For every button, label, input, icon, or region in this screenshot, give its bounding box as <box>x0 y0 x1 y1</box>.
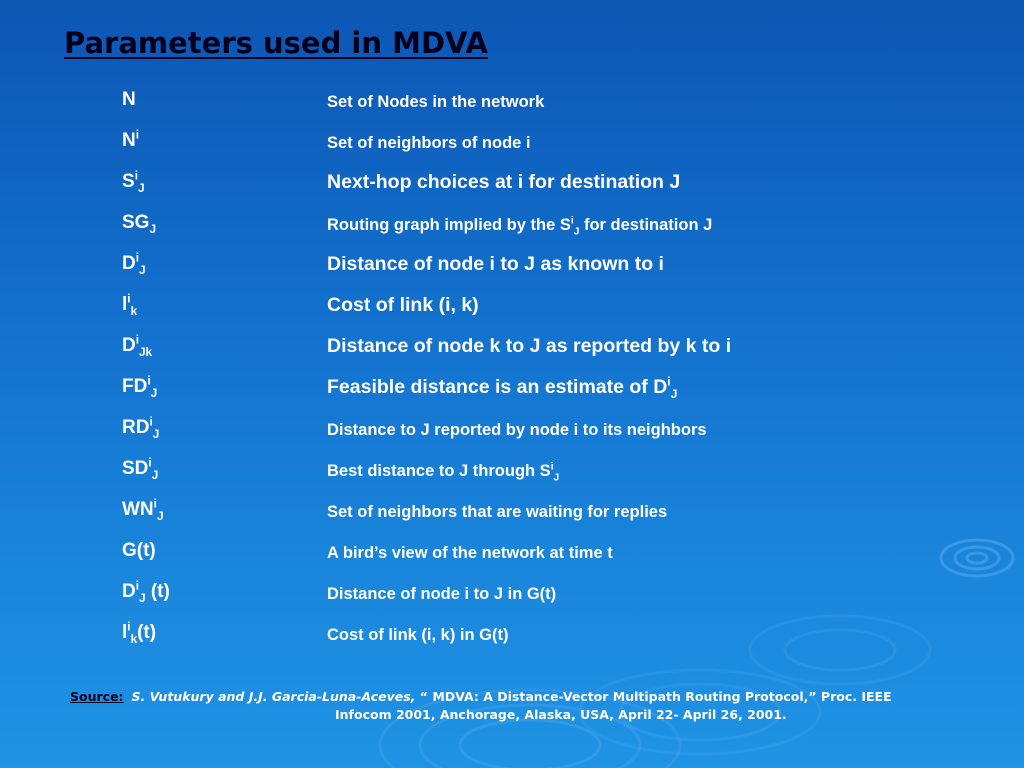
param-symbol: $D^i_{Jk}$ <box>122 333 153 359</box>
param-description: Cost of link (i, k) <box>327 294 479 316</box>
param-symbol: G(t) <box>122 540 156 561</box>
source-authors: S. Vutukury and J.J. Garcia-Luna-Aceves, <box>131 689 416 704</box>
param-row <box>0 129 1024 170</box>
param-symbol: $FD^i_J$ <box>122 374 158 400</box>
param-row <box>0 580 1024 621</box>
param-symbol: $RD^i_J$ <box>122 415 160 441</box>
param-symbol: $SG_J$ <box>122 212 156 236</box>
param-symbol: $D^i_J$ <box>122 251 146 277</box>
param-description: Set of neighbors of node i <box>327 134 531 152</box>
param-symbol: $l^i_k(t)$ <box>122 620 157 646</box>
param-description: Routing graph implied by the $S^i_J$ for destination J <box>327 215 713 238</box>
param-row <box>0 88 1024 129</box>
param-row <box>0 539 1024 580</box>
source-line-1 <box>70 688 930 706</box>
param-row <box>0 211 1024 252</box>
source-citation <box>70 688 930 724</box>
param-description: Best distance to J through $S^i_J$ <box>327 461 560 484</box>
param-symbol: $S^i_J$ <box>122 169 145 195</box>
param-symbol: $l^i_k$ <box>122 292 138 318</box>
param-description: Set of Nodes in the network <box>327 93 545 111</box>
param-description: Next-hop choices at i for destination J <box>327 171 681 193</box>
param-description: Feasible distance is an estimate of $D^i_J$ <box>327 374 678 401</box>
slide-title: Parameters used in MDVA <box>64 26 488 60</box>
param-row <box>0 293 1024 334</box>
param-symbol: N <box>122 89 136 110</box>
param-row <box>0 621 1024 662</box>
param-symbol: $WN^i_J$ <box>122 497 164 523</box>
param-symbol: $N^i$ <box>122 128 140 151</box>
param-description: Cost of link (i, k) in G(t) <box>327 626 509 644</box>
param-row <box>0 170 1024 211</box>
param-symbol: $SD^i_J$ <box>122 456 159 482</box>
param-description: Set of neighbors that are waiting for replies <box>327 503 668 521</box>
param-row <box>0 457 1024 498</box>
param-row <box>0 498 1024 539</box>
param-row <box>0 334 1024 375</box>
param-row <box>0 252 1024 293</box>
source-label: Source: <box>70 689 124 704</box>
param-row <box>0 375 1024 416</box>
param-description: Distance of node i to J as known to i <box>327 253 664 275</box>
source-line-2: Infocom 2001, Anchorage, Alaska, USA, April 22- April 26, 2001. <box>335 707 787 722</box>
param-symbol: $D^i_J$ (t) <box>122 579 170 605</box>
source-citation-text: “ MDVA: A Distance-Vector Multipath Routing Protocol,” Proc. IEEE <box>415 689 892 704</box>
param-description: Distance of node k to J as reported by k to i <box>327 335 732 357</box>
param-row <box>0 416 1024 457</box>
param-description: Distance of node i to J in G(t) <box>327 585 557 603</box>
param-description: Distance to J reported by node i to its neighbors <box>327 421 707 439</box>
param-description: A bird’s view of the network at time t <box>327 544 613 562</box>
